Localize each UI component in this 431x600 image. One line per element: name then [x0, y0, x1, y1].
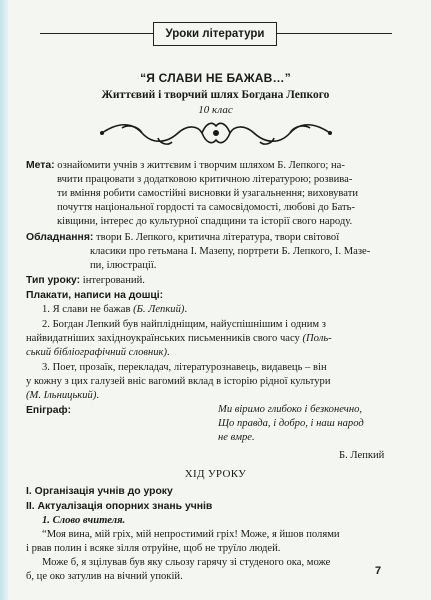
goal-line-2: вчити працювати з додатковою критичною літературою; розвива- — [57, 174, 353, 185]
board-item-2-end: . — [167, 347, 170, 358]
lesson-type — [26, 274, 145, 288]
board-item-1-end: . — [184, 304, 188, 315]
board-item-3-line-1: 3. Поет, прозаїк, перекладач, літературознавець, видавець – він — [42, 362, 327, 373]
epigraph-author: Б. Лепкий — [339, 450, 385, 461]
board-item-1-text: 1. Я слави не бажав — [42, 304, 134, 315]
ornament-divider-icon — [98, 118, 334, 148]
header-rule-right — [276, 33, 392, 34]
board-item-1-source: (Б. Лепкий) — [133, 304, 185, 315]
lesson-subtitle: Життєвий і творчий шлях Богдана Лепкого — [101, 89, 330, 101]
lesson-step-2: ІІ. Актуалізація опорних знань учнів — [26, 501, 213, 512]
class-label: 10 клас — [198, 104, 233, 116]
lesson-type-value: інтегрований. — [82, 275, 145, 286]
board-item-2-text-2: найвидатніших західноукраїнських письменників свого часу — [26, 333, 303, 344]
lesson-title: “Я СЛАВИ НЕ БАЖАВ…” — [140, 71, 291, 85]
lesson-substep: 1. Слово вчителя. — [42, 515, 126, 526]
equipment-label: Обладнання: — [26, 232, 94, 243]
goal-line-4: почуття національної гордості та самосвідомості, любові до Бать- — [57, 202, 355, 213]
goal-line-5: ківщини, інтерес до культурної спадщини та історії свого народу. — [57, 216, 353, 227]
equipment-line-1 — [26, 231, 339, 245]
goal-label: Мета: — [26, 160, 55, 171]
board-item-3-end: . — [96, 390, 100, 401]
board-item-2-line-2 — [26, 332, 332, 346]
board-label: Плакати, написи на дошці: — [26, 290, 164, 301]
equipment-text-1: твори Б. Лепкого, критична література, твори світової — [96, 232, 340, 243]
board-item-2-source-a: (Поль- — [302, 333, 332, 344]
goal-line-1 — [26, 159, 345, 173]
section-title: Уроки літератури — [165, 28, 265, 40]
board-item-2-line-3 — [26, 346, 170, 360]
page-number: 7 — [375, 565, 382, 577]
lesson-type-label: Тип уроку: — [26, 275, 81, 286]
quote-line-4: б, це око затулив на вічний упокій. — [26, 571, 183, 582]
board-item-2-source-b: ський бібліографічний словник) — [26, 347, 168, 358]
board-item-3-line-3 — [26, 389, 99, 403]
lesson-flow-heading: ХІД УРОКУ — [184, 468, 247, 480]
epigraph-line-1: Ми віримо глибоко і безконечно, — [218, 404, 363, 415]
lesson-step-1: І. Організація учнів до уроку — [26, 486, 173, 497]
equipment-line-2: класики про гетьмана І. Мазепу, портрети Б. Лепкого, І. Мазе- — [90, 246, 371, 257]
equipment-line-3: пи, ілюстрації. — [90, 260, 157, 271]
quote-line-2: і рвав полин і всяке зілля отруйне, щоб не труїло людей. — [26, 543, 281, 554]
goal-text-1: ознайомити учнів з життєвим і творчим шляхом Б. Лепкого; на- — [57, 160, 345, 171]
board-item-2-line-1: 2. Богдан Лепкий був найплідніщим, найуспішнішим і одним з — [42, 319, 326, 330]
quote-line-1: “Моя вина, мій гріх, мій непростимий гріх! Може, я йшов полями — [42, 529, 340, 540]
header-rule-left — [40, 33, 153, 34]
board-item-1 — [42, 303, 187, 317]
section-header-box — [153, 22, 277, 46]
epigraph-line-2: Що правда, і добро, і наш народ — [218, 418, 364, 429]
board-item-3-line-2: у кожну з цих галузей вніс вагомий вклад в історію рідної культури — [26, 376, 331, 387]
goal-line-3: ти вміння робити самостійні висновки й узагальнення; виховувати — [57, 188, 359, 199]
board-item-3-source: (М. Ільницький) — [26, 390, 97, 401]
quote-line-3: Може б, я зцілував був яку сльозу гарячу зі студеного ока, може — [42, 557, 331, 568]
epigraph-label: Епіграф: — [26, 405, 72, 416]
epigraph-line-3: не вмре. — [218, 432, 255, 443]
